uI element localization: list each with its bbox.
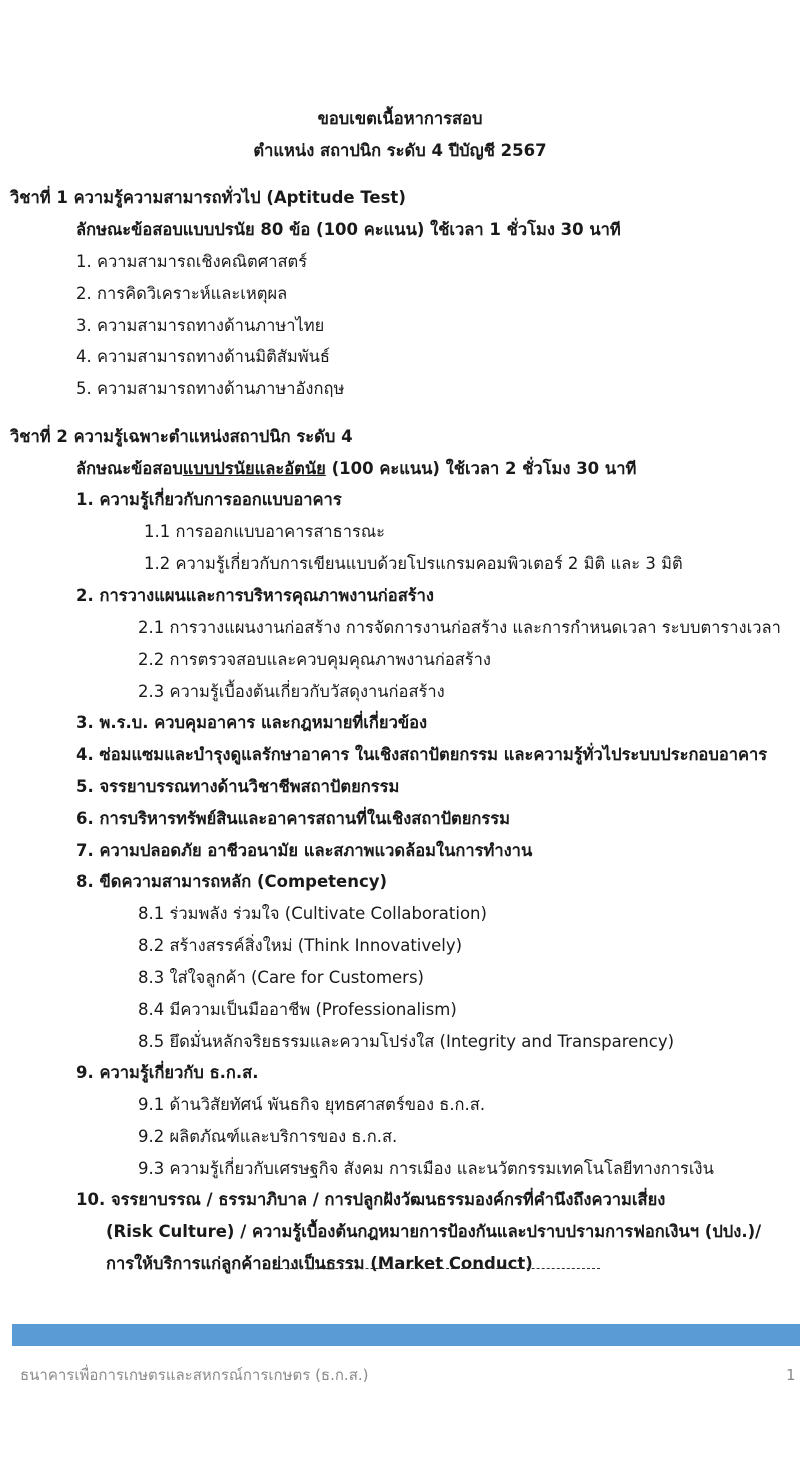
subject1-item: 3. ความสามารถทางด้านภาษาไทย [76,316,325,335]
section-heading: 6. การบริหารทรัพย์สินและอาคารสถานที่ในเชิงสถาปัตยกรรม [76,809,511,828]
end-divider [280,1268,600,1269]
section-item: 1.2 ความรู้เกี่ยวกับการเขียนแบบด้วยโปรแกรมคอมพิวเตอร์ 2 มิติ และ 3 มิติ [144,554,683,573]
section-heading: 7. ความปลอดภัย อาชีวอนามัย และสภาพแวดล้อมในการทำงาน [76,841,533,860]
subject1-desc: ลักษณะข้อสอบแบบปรนัย 80 ข้อ (100 คะแนน) ใช้เวลา 1 ชั่วโมง 30 นาที [76,220,621,239]
subject2-title: วิชาที่ 2 ความรู้เฉพาะตำแหน่งสถาปนิก ระดับ 4 [10,427,353,446]
section-heading: 10. จรรยาบรรณ / ธรรมาภิบาล / การปลูกฝังวัฒนธรรมองค์กรที่คำนึงถึงความเสี่ยง [76,1190,666,1209]
section-heading-continued: (Risk Culture) / ความรู้เบื้องต้นกฎหมายการป้องกันและปราบปรามการฟอกเงินฯ (ปปง.)/ [106,1222,762,1241]
document-subtitle: ตำแหน่ง สถาปนิก ระดับ 4 ปีบัญชี 2567 [253,141,547,160]
section-item: 2.3 ความรู้เบื้องต้นเกี่ยวกับวัสดุงานก่อสร้าง [138,682,445,701]
section-item: 8.3 ใส่ใจลูกค้า (Care for Customers) [138,968,424,987]
section-heading-continued: การให้บริการแก่ลูกค้าอย่างเป็นธรรม (Market Conduct) [106,1254,533,1273]
subject1-item: 2. การคิดวิเคราะห์และเหตุผล [76,284,288,303]
subject1-title: วิชาที่ 1 ความรู้ความสามารถทั่วไป (Aptitude Test) [10,188,406,207]
section-heading: 3. พ.ร.บ. ควบคุมอาคาร และกฎหมายที่เกี่ยวข้อง [76,713,428,732]
section-item: 9.1 ด้านวิสัยทัศน์ พันธกิจ ยุทธศาสตร์ของ ธ.ก.ส. [138,1095,486,1114]
subject1-item: 5. ความสามารถทางด้านภาษาอังกฤษ [76,379,345,398]
section-item: 8.4 มีความเป็นมืออาชีพ (Professionalism) [138,1000,457,1019]
subject2-desc-prefix: ลักษณะข้อสอบ [76,459,183,478]
section-heading: 4. ซ่อมแซมและบำรุงดูแลรักษาอาคาร ในเชิงสถาปัตยกรรม และความรู้ทั่วไประบบประกอบอาคาร [76,745,768,764]
section-heading: 1. ความรู้เกี่ยวกับการออกแบบอาคาร [76,490,342,509]
footer-bar [12,1324,800,1346]
page-number: 1 [786,1366,796,1384]
section-heading: 2. การวางแผนและการบริหารคุณภาพงานก่อสร้าง [76,586,434,605]
section-heading: 5. จรรยาบรรณทางด้านวิชาชีพสถาปัตยกรรม [76,777,400,796]
section-item: 9.3 ความรู้เกี่ยวกับเศรษฐกิจ สังคม การเมือง และนวัตกรรมเทคโนโลยีทางการเงิน [138,1159,714,1178]
section-item: 1.1 การออกแบบอาคารสาธารณะ [144,522,386,541]
section-heading: 9. ความรู้เกี่ยวกับ ธ.ก.ส. [76,1063,259,1082]
section-item: 8.5 ยึดมั่นหลักจริยธรรมและความโปร่งใส (Integrity and Transparency) [138,1032,675,1051]
section-item: 2.2 การตรวจสอบและควบคุมคุณภาพงานก่อสร้าง [138,650,491,669]
subject2-desc [76,457,636,481]
section-item: 2.1 การวางแผนงานก่อสร้าง การจัดการงานก่อสร้าง และการกำหนดเวลา ระบบตารางเวลา [138,618,781,637]
subject2-desc-suffix: (100 คะแนน) ใช้เวลา 2 ชั่วโมง 30 นาที [325,459,637,478]
section-heading: 8. ขีดความสามารถหลัก (Competency) [76,872,388,891]
document-title: ขอบเขตเนื้อหาการสอบ [317,109,483,128]
section-item: 9.2 ผลิตภัณฑ์และบริการของ ธ.ก.ส. [138,1127,398,1146]
subject1-item: 4. ความสามารถทางด้านมิติสัมพันธ์ [76,347,330,366]
subject2-desc-underlined: แบบปรนัยและอัตนัย [182,459,326,478]
section-item: 8.2 สร้างสรรค์สิ่งใหม่ (Think Innovatively) [138,936,463,955]
section-item: 8.1 ร่วมพลัง ร่วมใจ (Cultivate Collaboration) [138,904,487,923]
subject1-item: 1. ความสามารถเชิงคณิตศาสตร์ [76,252,308,271]
footer-org-name: ธนาคารเพื่อการเกษตรและสหกรณ์การเกษตร (ธ.ก.ส.) [20,1366,369,1384]
